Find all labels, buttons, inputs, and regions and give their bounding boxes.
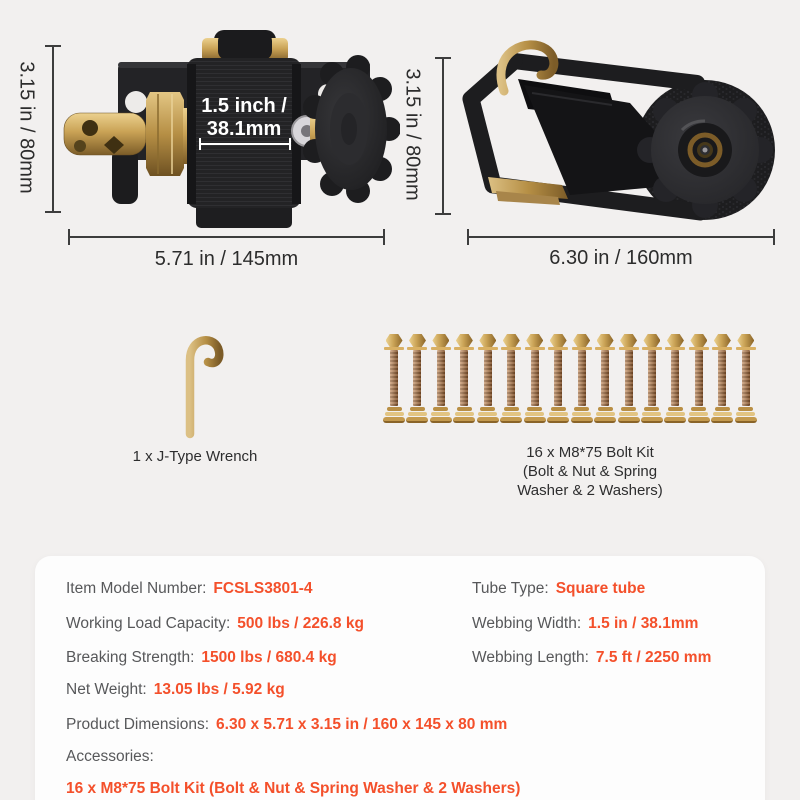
bolt (641, 334, 663, 430)
width-dimension-line-left (68, 236, 385, 238)
spec-label: Working Load Capacity: (66, 615, 231, 632)
bolt-kit-caption-line3: Washer & 2 Washers) (517, 482, 663, 499)
spec-value: 500 lbs / 226.8 kg (237, 615, 364, 632)
spec-row-accessories-value (66, 780, 520, 798)
bolt (618, 334, 640, 430)
spec-label: Item Model Number: (66, 580, 207, 597)
bolt-kit-caption-line2: (Bolt & Nut & Spring (522, 463, 658, 480)
height-dimension-label-left: 3.15 in / 80mm (15, 61, 38, 194)
spec-value: 1.5 in / 38.1mm (588, 615, 699, 632)
spec-label: Product Dimensions: (66, 716, 210, 733)
bracket-foot (112, 148, 138, 204)
hex-nut (146, 92, 184, 176)
spec-label: Tube Type: (472, 580, 549, 597)
j-type-wrench-illustration (160, 326, 230, 441)
spec-value: 6.30 x 5.71 x 3.15 in / 160 x 145 x 80 mm (216, 716, 508, 733)
bolt-row (383, 334, 757, 430)
bolt-kit-caption (455, 443, 725, 500)
spec-label: Breaking Strength: (66, 649, 195, 666)
bolt (571, 334, 593, 430)
spec-value: 16 x M8*75 Bolt Kit (Bolt & Nut & Spring Washer & 2 Washers) (66, 780, 521, 797)
ratchet-winch-side-illustration (462, 35, 782, 230)
bolt (477, 334, 499, 430)
height-dimension-line-right (442, 57, 444, 215)
spec-card (35, 556, 765, 800)
bolt-kit-caption-line1: 16 x M8*75 Bolt Kit (526, 444, 654, 461)
wrench-caption: 1 x J-Type Wrench (132, 448, 258, 465)
height-dimension-line-left (52, 45, 54, 213)
bolt (383, 334, 405, 430)
bolt (430, 334, 452, 430)
bolt (735, 334, 757, 430)
spec-value: 7.5 ft / 2250 mm (595, 649, 712, 666)
spec-row (66, 580, 646, 598)
width-dimension-label-left: 5.71 in / 145mm (154, 248, 299, 270)
bolt (500, 334, 522, 430)
spec-value: FCSLS3801-4 (213, 580, 313, 597)
spec-label: Accessories: (66, 748, 154, 765)
plate-hole (125, 91, 147, 113)
bolt (664, 334, 686, 430)
bolt (453, 334, 475, 430)
spec-row (66, 748, 154, 766)
ratchet-winch-front-illustration (60, 30, 400, 230)
spec-value: Square tube (555, 580, 646, 597)
bolt (547, 334, 569, 430)
spec-row (66, 681, 285, 699)
webbing-width-label-line2: 38.1mm (206, 118, 282, 140)
spec-label: Webbing Length: (472, 649, 589, 666)
spec-row (66, 716, 507, 734)
bolt (594, 334, 616, 430)
hand-knob-side (637, 82, 773, 218)
spec-value: 1500 lbs / 680.4 kg (201, 649, 337, 666)
bolt (688, 334, 710, 430)
height-dimension-label-right: 3.15 in / 80mm (401, 68, 424, 201)
width-dimension-label-right: 6.30 in / 160mm (549, 247, 693, 269)
spec-row (66, 649, 712, 667)
bolt (711, 334, 733, 430)
width-dimension-line-right (467, 236, 775, 238)
bolt (406, 334, 428, 430)
spec-label: Net Weight: (66, 681, 147, 698)
webbing-width-label-line1: 1.5 inch / (201, 95, 287, 117)
bolt (524, 334, 546, 430)
spec-row (66, 615, 699, 633)
spec-label: Webbing Width: (472, 615, 582, 632)
spec-value: 13.05 lbs / 5.92 kg (153, 681, 285, 698)
